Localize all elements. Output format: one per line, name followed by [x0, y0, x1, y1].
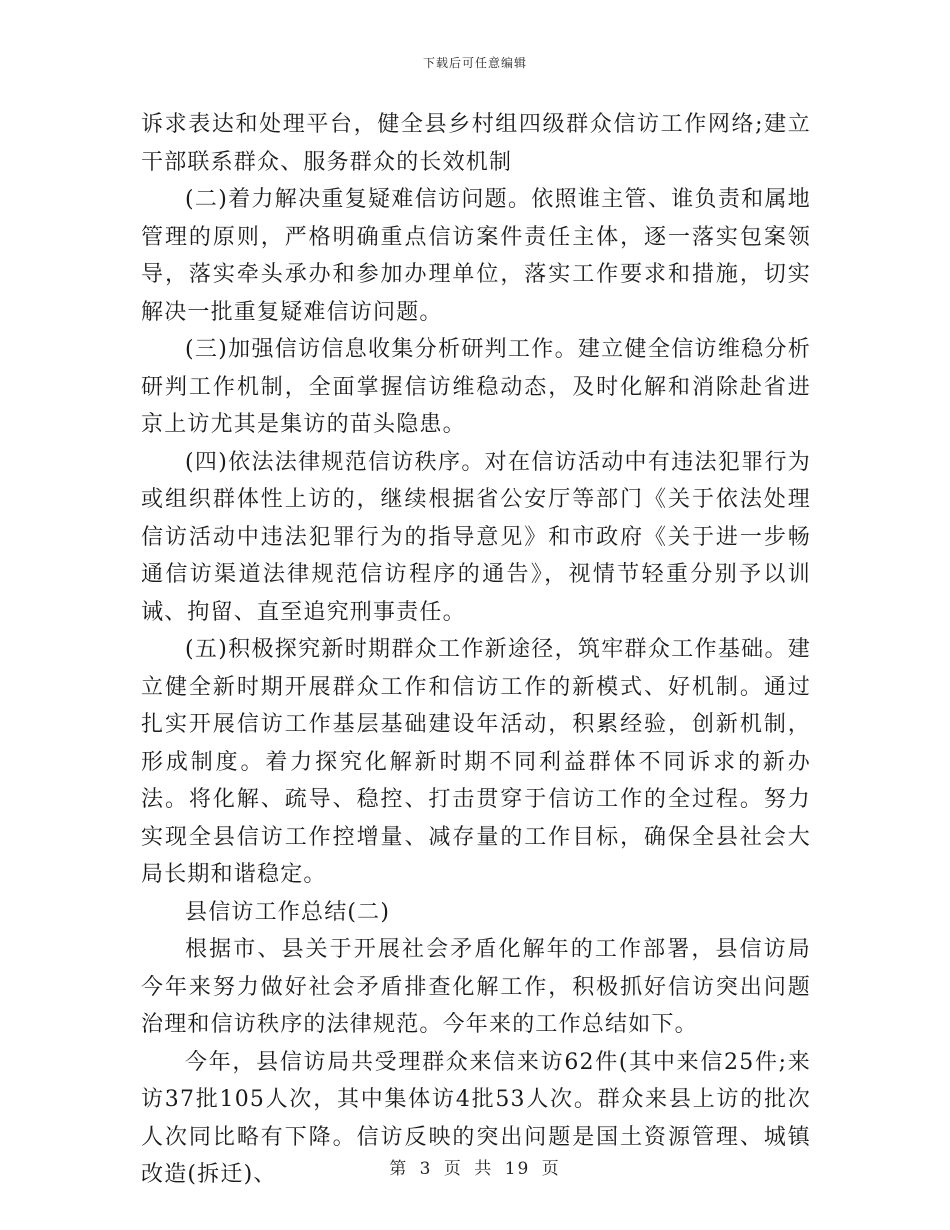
page-header: 下载后可任意编辑: [422, 56, 527, 70]
page-mid: 页: [443, 1159, 463, 1179]
page-current: 3: [419, 1159, 433, 1179]
section-heading: 县信访工作总结(二): [185, 899, 391, 925]
page-suffix: 页: [541, 1159, 561, 1179]
paragraph-8: 今年，县信访局共受理群众来信来访62件(其中来信25件;来访37批105人次，其中集体访4批53人次。群众来县上访的批次人次同比略有下降。信访反映的突出问题是国土资源管理、城镇改造(拆迁)、: [141, 1049, 811, 1187]
paragraph-2: (二)着力解决重复疑难信访问题。依照谁主管、谁负责和属地管理的原则，严格明确重点信访案件责任主体，逐一落实包案领导，落实牵头承办和参加办理单位，落实工作要求和措施，切实解决一批重复疑难信访问题。: [141, 187, 811, 325]
paragraph-7: 根据市、县关于开展社会矛盾化解年的工作部署，县信访局今年来努力做好社会矛盾排查化解工作，积极抓好信访突出问题治理和信访秩序的法律规范。今年来的工作总结如下。: [141, 937, 811, 1037]
page-prefix: 第: [389, 1159, 409, 1179]
paragraph-3: (三)加强信访信息收集分析研判工作。建立健全信访维稳分析研判工作机制，全面掌握信访维稳动态，及时化解和消除赴省进京上访尤其是集访的苗头隐患。: [141, 337, 811, 437]
paragraph-4: (四)依法法律规范信访秩序。对在信访活动中有违法犯罪行为或组织群体性上访的，继续根据省公安厅等部门《关于依法处理信访活动中违法犯罪行为的指导意见》和市政府《关于进一步畅通信访渠道法律规范信访程序的通告》，视情节轻重分别予以训诫、拘留、直至追究刑事责任。: [141, 449, 811, 625]
paragraph-1: 诉求表达和处理平台，健全县乡村组四级群众信访工作网络;建立干部联系群众、服务群众的长效机制: [141, 112, 811, 175]
page-total: 19: [504, 1159, 531, 1179]
paragraph-5: (五)积极探究新时期群众工作新途径，筑牢群众工作基础。建立健全新时期开展群众工作和信访工作的新模式、好机制。通过扎实开展信访工作基层基础建设年活动，积累经验，创新机制，形成制度。着力探究化解新时期不同利益群体不同诉求的新办法。将化解、疏导、稳控、打击贯穿于信访工作的全过程。努力实现全县信访工作控增量、减存量的工作目标，确保全县社会大局长期和谐稳定。: [141, 637, 811, 887]
page-total-label: 共: [474, 1159, 494, 1179]
page-number-footer: [0, 1154, 950, 1179]
document-body: [141, 106, 811, 1194]
